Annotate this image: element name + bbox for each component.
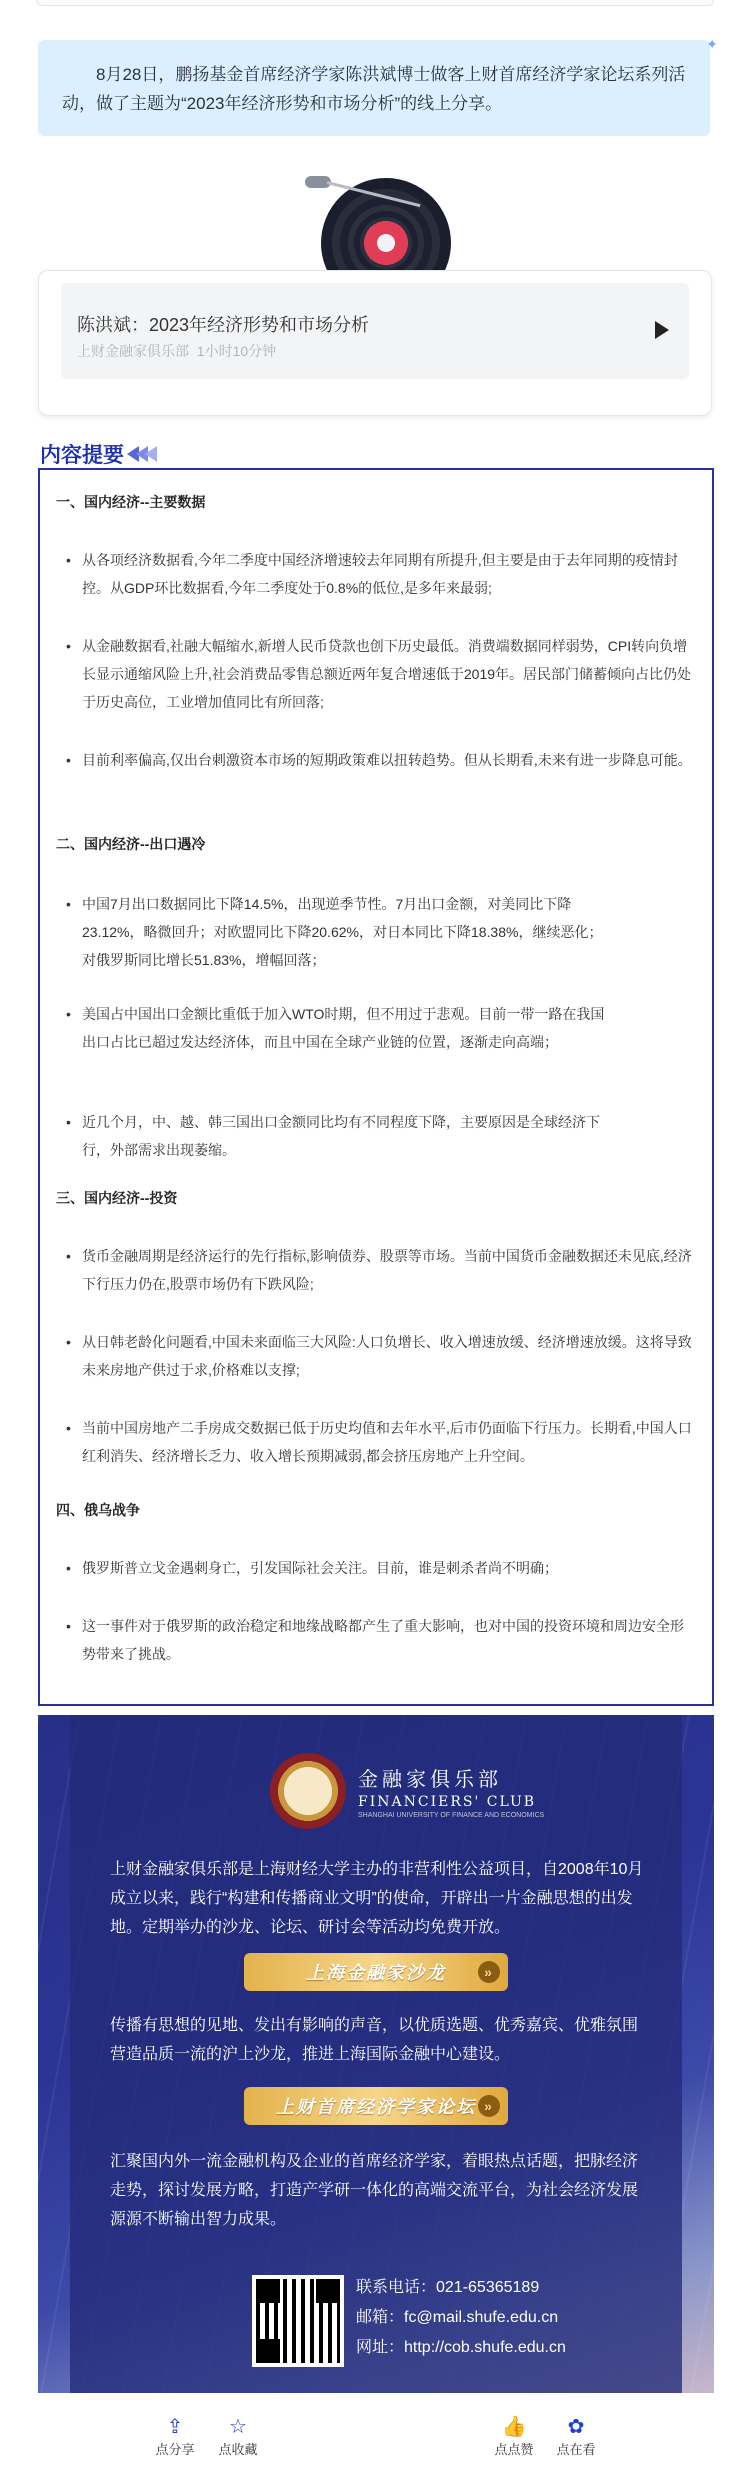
list-item: • 当前中国房地产二手房成交数据已低于历史均值和去年水平,后市仍面临下行压力。长期看,中国人口红利消失、经济增长乏力、收入增长预期减弱,都会挤压房地产上升空间。 <box>66 1414 694 1470</box>
share-button[interactable] <box>145 2415 205 2458</box>
star-icon: ☆ <box>229 2416 247 2438</box>
section-heading <box>40 440 157 468</box>
audio-title: 陈洪斌：2023年经济形势和市场分析 <box>77 315 370 335</box>
list-item: • 从日韩老龄化问题看,中国未来面临三大风险:人口负增长、收入增速放缓、经济增速放缓。这将导致未来房地产供过于求,价格难以支撑; <box>66 1328 694 1384</box>
sparkle-icon: ✦ <box>706 36 718 52</box>
play-icon[interactable] <box>655 321 669 339</box>
contact-email: 邮箱：fc@mail.shufe.edu.cn <box>356 2309 559 2326</box>
list-item: • 目前利率偏高,仅出台刺激资本市场的短期政策难以扭转趋势。但从长期看,未来有进一步降息可能。 <box>66 746 694 774</box>
list-item: • 中国7月出口数据同比下降14.5%，出现逆季节性。7月出口金额，对美同比下降23.12%，略微回升；对欧盟同比下降20.62%，对日本同比下降18.38%，继续恶化；对俄罗斯同比增长51.83%，增幅回落； <box>66 890 606 974</box>
list-item: • 货币金融周期是经济运行的先行指标,影响债券、股票等市场。当前中国货币金融数据还未见底,经济下行压力仍在,股票市场仍有下跌风险; <box>66 1242 694 1298</box>
vinyl-record-graphic <box>305 172 455 282</box>
list-item: • 美国占中国出口金额比重低于加入WTO时期，但不用过于悲观。目前一带一路在我国出口占比已超过发达经济体，而且中国在全球产业链的位置，逐渐走向高端； <box>66 1000 606 1056</box>
forum-banner-label: 上财首席经济学家论坛 <box>276 2097 476 2117</box>
contact-phone: 联系电话：021-65365189 <box>356 2279 540 2296</box>
arrow-decoration-icon <box>130 446 157 462</box>
chevron-right-icon: » <box>478 1961 500 1983</box>
section-title: 内容提要 <box>40 444 124 467</box>
heading-investment: 三、国内经济--投资 <box>56 1190 178 1206</box>
flower-icon: ✿ <box>567 2416 585 2438</box>
watch-button[interactable] <box>546 2415 606 2458</box>
club-university: SHANGHAI UNIVERSITY OF FINANCE AND ECONOMICS <box>358 1812 545 1819</box>
tonearm-icon <box>305 176 415 188</box>
bottom-toolbar <box>0 2405 750 2475</box>
previous-card-edge <box>36 0 714 6</box>
club-name-cn: 金融家俱乐部 <box>358 1767 502 1791</box>
favorite-label: 点收藏 <box>218 2442 258 2457</box>
audio-player-card[interactable] <box>38 270 712 416</box>
heading-domestic-data: 一、国内经济--主要数据 <box>56 494 206 510</box>
club-logo-icon <box>270 1753 346 1829</box>
list-item: • 从金融数据看,社融大幅缩水,新增人民币贷款也创下历史最低。消费端数据同样弱势，CPI转向负增长显示通缩风险上升,社会消费品零售总额近两年复合增速低于2019年。居民部门储蓄倾向占比仍处于历史高位，工业增加值同比有所回落; <box>66 632 694 716</box>
qr-code-icon <box>252 2275 344 2367</box>
favorite-button[interactable] <box>208 2415 268 2458</box>
club-name-en: FINANCIERS' CLUB <box>358 1794 537 1810</box>
thumbs-up-icon: 👍 <box>501 2416 527 2438</box>
chevron-right-icon: » <box>478 2095 500 2117</box>
contact-info <box>356 2273 566 2363</box>
list-item: • 从各项经济数据看,今年二季度中国经济增速较去年同期有所提升,但主要是由于去年同期的疫情封控。从GDP环比数据看,今年二季度处于0.8%的低位,是多年来最弱; <box>66 546 694 602</box>
list-item: • 近几个月，中、越、韩三国出口金额同比均有不同程度下降，主要原因是全球经济下行，外部需求出现萎缩。 <box>66 1108 626 1164</box>
salon-banner <box>244 1953 508 1991</box>
club-about: 上财金融家俱乐部是上海财经大学主办的非营利性公益项目，自2008年10月成立以来，践行“构建和传播商业文明”的使命，开辟出一片金融思想的出发地。定期举办的沙龙、论坛、研讨会等活动均免费开放。 <box>110 1861 644 1936</box>
intro-text: 8月28日，鹏扬基金首席经济学家陈洪斌博士做客上财首席经济学家论坛系列活动，做了主题为“2023年经济形势和市场分析”的线上分享。 <box>62 65 686 113</box>
forum-description: 汇聚国内外一流金融机构及企业的首席经济学家，着眼热点话题，把脉经济走势，探讨发展方略，打造产学研一体化的高端交流平台，为社会经济发展源源不断输出智力成果。 <box>110 2153 639 2228</box>
audio-player[interactable] <box>61 283 689 379</box>
audio-source: 上财金融家俱乐部 <box>77 343 189 359</box>
like-button[interactable] <box>484 2415 544 2458</box>
heading-russia-ukraine: 四、俄乌战争 <box>56 1502 140 1518</box>
forum-banner <box>244 2087 508 2125</box>
club-logo-text <box>358 1763 544 1819</box>
heading-exports: 二、国内经济--出口遇冷 <box>56 836 206 852</box>
audio-duration: 1小时10分钟 <box>196 343 277 359</box>
share-icon: ⇪ <box>166 2416 184 2438</box>
list-item: • 俄罗斯普立戈金遇刺身亡，引发国际社会关注。目前，谁是刺杀者尚不明确； <box>66 1554 694 1582</box>
summary-content <box>38 468 714 1706</box>
watch-label: 点在看 <box>556 2442 596 2457</box>
list-item: • 这一事件对于俄罗斯的政治稳定和地缘战略都产生了重大影响，也对中国的投资环境和周边安全形势带来了挑战。 <box>66 1612 694 1668</box>
audio-meta <box>77 341 276 361</box>
salon-description: 传播有思想的见地、发出有影响的声音，以优质选题、优秀嘉宾、优雅氛围营造品质一流的沪上沙龙，推进上海国际金融中心建设。 <box>110 2017 639 2063</box>
share-label: 点分享 <box>155 2442 195 2457</box>
contact-website: 网址：http://cob.shufe.edu.cn <box>356 2339 566 2356</box>
club-promo-banner <box>38 1715 714 2393</box>
salon-banner-label: 上海金融家沙龙 <box>306 1963 446 1983</box>
like-label: 点点赞 <box>494 2442 534 2457</box>
intro-box <box>38 36 718 136</box>
